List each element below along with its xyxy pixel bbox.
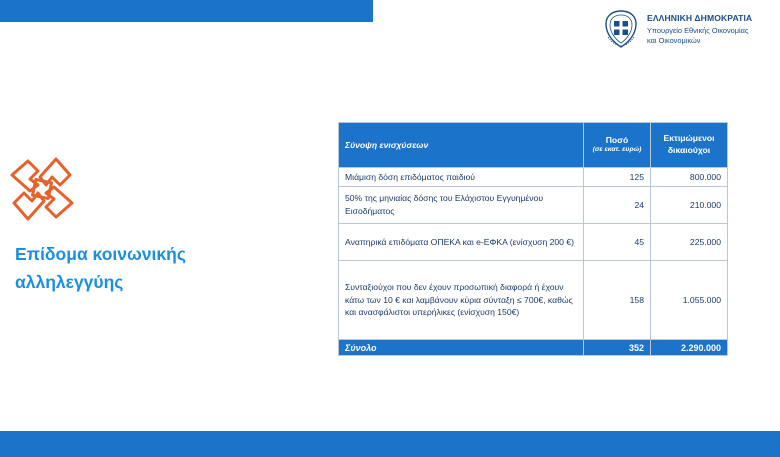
bottom-accent-bar	[0, 431, 780, 457]
header-summary: Σύνοψη ενισχύσεων	[339, 123, 584, 168]
top-accent-bar	[0, 0, 373, 22]
row-amount: 45	[584, 224, 651, 261]
table-row	[339, 224, 728, 261]
row-amount: 158	[584, 261, 651, 340]
support-summary-table	[338, 122, 728, 356]
row-amount: 125	[584, 168, 651, 187]
total-beneficiaries: 2.290.000	[651, 340, 728, 356]
header-amount	[584, 123, 651, 168]
table-row	[339, 168, 728, 187]
row-beneficiaries: 225.000	[651, 224, 728, 261]
row-amount: 24	[584, 187, 651, 224]
joined-hands-icon	[8, 155, 76, 223]
slide-title-line2: αλληλεγγύης	[15, 272, 124, 292]
row-beneficiaries: 1.055.000	[651, 261, 728, 340]
greek-coat-of-arms-icon	[603, 10, 639, 48]
header-amount-label: Ποσό	[605, 135, 629, 145]
total-label: Σύνολο	[339, 340, 584, 356]
total-amount: 352	[584, 340, 651, 356]
row-beneficiaries: 800.000	[651, 168, 728, 187]
government-logo	[603, 10, 773, 54]
ministry-title: ΕΛΛΗΝΙΚΗ ΔΗΜΟΚΡΑΤΙΑ	[647, 13, 753, 23]
header-amount-unit: (σε εκατ. ευρώ)	[592, 146, 642, 154]
ministry-name-line1: Υπουργείο Εθνικής Οικονομίας	[647, 26, 749, 35]
header-beneficiaries: Εκτιμώμενοι δικαιούχοι	[651, 123, 728, 168]
table-row	[339, 187, 728, 224]
table-row	[339, 261, 728, 340]
table-total-row	[339, 340, 728, 356]
row-label: Αναπηρικά επιδόματα ΟΠΕΚΑ και e-ΕΦΚΑ (ενίσχυση 200 €)	[339, 224, 584, 261]
table-header-row	[339, 123, 728, 168]
slide-title-line1: Επίδομα κοινωνικής	[15, 244, 186, 264]
ministry-name-line2: και Οικονομικών	[647, 36, 701, 45]
row-label: Μιάμιση δόση επιδόματος παιδιού	[339, 168, 584, 187]
row-label: 50% της μηνιαίας δόσης του Ελάχιστου Εγγυημένου Εισοδήματος	[339, 187, 584, 224]
row-beneficiaries: 210.000	[651, 187, 728, 224]
row-label: Συνταξιούχοι που δεν έχουν προσωπική διαφορά ή έχουν κάτω των 10 € και λαμβάνουν κύρια σύνταξη ≤ 700€, καθώς και ανασφάλιστοι υπερήλικες (ενίσχυση 150€)	[339, 261, 584, 340]
